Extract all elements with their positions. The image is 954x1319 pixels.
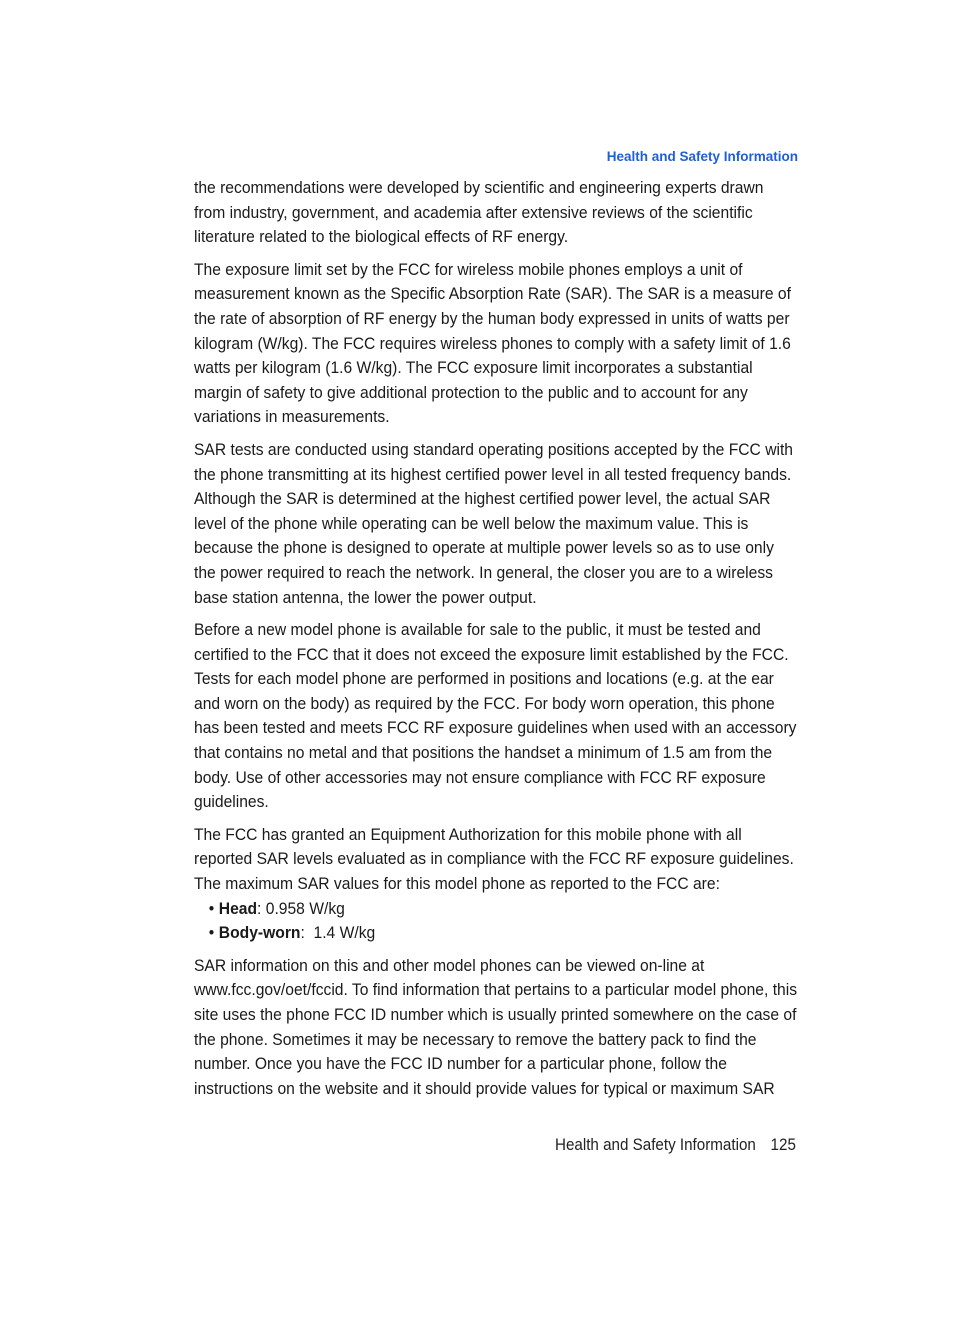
paragraph-sar-info-online: SAR information on this and other model phones can be viewed on-line at www.fcc.gov/oet/fccid. To find information that pertains to a particular model phone, this site uses the phone FCC ID number which is usually printed somewhere on the case of the phone. Sometimes it may be necessary to remove the battery pack to find the number. Once you have the FCC ID number for a particular phone, follow the instructions on the website and it should provide values for typical or maximum SAR [194, 955, 798, 1098]
sar-value-body-worn: : 1.4 W/kg [300, 923, 376, 943]
paragraph-model-testing: Before a new model phone is available for sale to the public, it must be tested and certified to the FCC that it does not exceed the exposure limit established by the FCC. Tests for each model phone are performed in positions and locations (e.g. at the ear and worn on the body) as required by the FCC. For body worn operation, this phone has been tested and meets FCC RF exposure guidelines when used with an accessory that contains no metal and that positions the handset a minimum of 1.5 am from the body. Use of other accessories may not ensure compliance with FCC RF exposure guidelines. [194, 620, 797, 812]
bullet-icon: • [208, 898, 215, 918]
list-item-head [209, 897, 799, 922]
bullet-icon: • [208, 923, 215, 943]
paragraph-intro: the recommendations were developed by scientific and engineering experts drawn from industry, government, and academia after extensive reviews of the scientific literature related to the biological effects of RF energy. [194, 178, 764, 247]
list-item-body-worn [209, 921, 799, 946]
sar-label-head: Head [218, 898, 258, 918]
paragraph-equipment-authorization: The FCC has granted an Equipment Authorization for this mobile phone with all reported SAR levels evaluated as in compliance with the FCC RF exposure guidelines. The maximum SAR values for this model phone as reported to the FCC are: [194, 824, 794, 894]
paragraph-sar-tests: SAR tests are conducted using standard operating positions accepted by the FCC with the phone transmitting at its highest certified power level in all tested frequency bands. Although the SAR is determined at the highest certified power level, the actual SAR level of the phone while operating can be well below the maximum value. This is because the phone is designed to operate at multiple power levels so as to use only the power required to reach the network. In general, the closer you are to a wireless base station antenna, the lower the power output. [194, 439, 794, 607]
page-number: 125 [770, 1136, 796, 1154]
running-header: Health and Safety Information [606, 149, 798, 164]
footer-section-title: Health and Safety Information [555, 1136, 756, 1154]
sar-label-body-worn: Body-worn [218, 923, 301, 943]
body-content [194, 176, 798, 1109]
paragraph-exposure-limit: The exposure limit set by the FCC for wireless mobile phones employs a unit of measurement known as the Specific Absorption Rate (SAR). The SAR is a measure of the rate of absorption of RF energy by the human body expressed in units of watts per kilogram (W/kg). The FCC requires wireless phones to comply with a safety limit of 1.6 watts per kilogram (1.6 W/kg). The FCC exposure limit incorporates a substantial margin of safety to give additional protection to the public and to account for any variations in measurements. [194, 259, 791, 427]
page-footer [555, 1136, 796, 1155]
sar-values-list [194, 897, 798, 946]
sar-value-head: : 0.958 W/kg [257, 898, 345, 918]
